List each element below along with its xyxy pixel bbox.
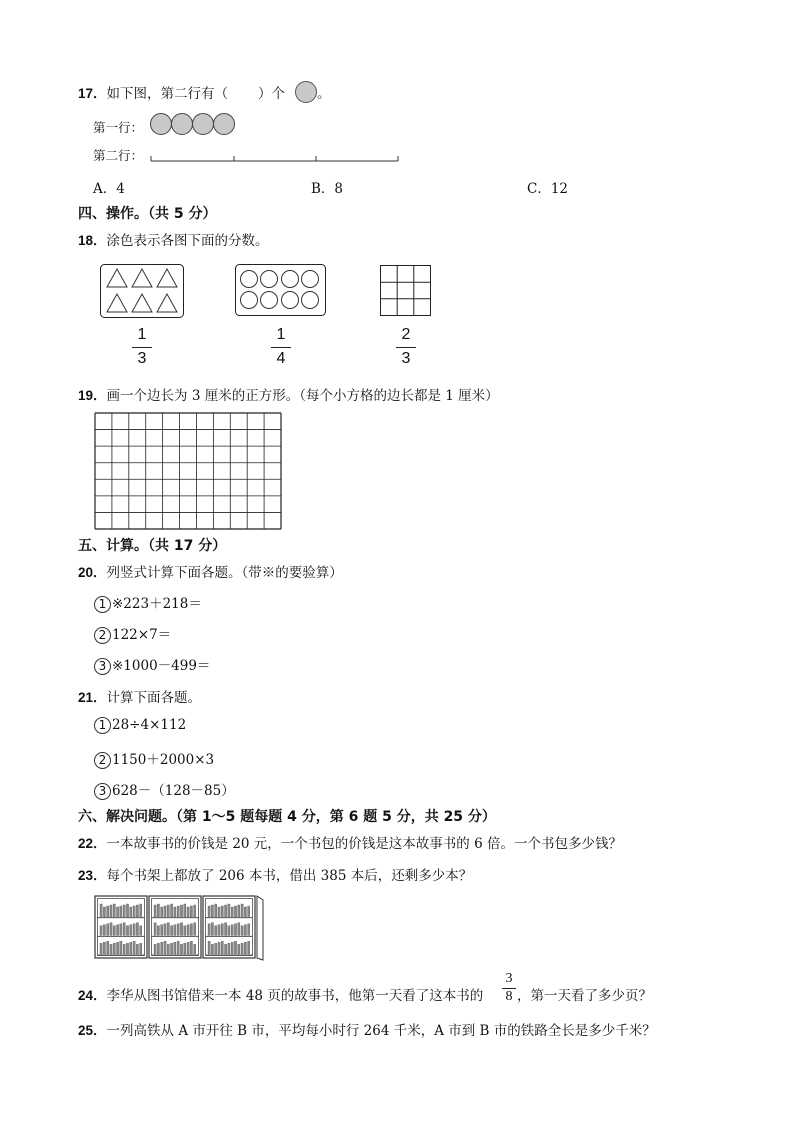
book-icon xyxy=(174,942,176,954)
circle-icon xyxy=(214,114,235,135)
expression: 122×7＝ xyxy=(112,627,172,643)
option-a[interactable]: A．4 xyxy=(93,181,125,197)
q20-line xyxy=(78,561,343,581)
book-icon xyxy=(241,926,243,936)
book-icon xyxy=(238,905,240,917)
book-icon xyxy=(133,924,135,936)
drawing-grid[interactable] xyxy=(94,412,282,530)
square-grid-figure[interactable] xyxy=(380,265,432,317)
book-icon xyxy=(174,925,176,936)
book-icon xyxy=(208,941,210,954)
book-icon xyxy=(231,925,233,936)
book-icon xyxy=(123,923,125,936)
question-number: 21． xyxy=(78,690,107,705)
book-icon xyxy=(194,905,196,917)
option-b[interactable]: B．8 xyxy=(311,181,344,197)
question-number: 25． xyxy=(78,1023,107,1038)
book-icon xyxy=(190,924,192,936)
book-icon xyxy=(100,904,102,917)
q25-text: 一列高铁从 A 市开往 B 市，平均每小时行 264 千米，A 市到 B 市的铁路全长是多少千米？ xyxy=(106,1023,656,1039)
book-icon xyxy=(136,923,138,936)
book-icon xyxy=(110,905,112,917)
book-icon xyxy=(161,907,163,917)
fraction-label xyxy=(132,326,152,368)
circle-icon xyxy=(241,292,258,309)
book-icon xyxy=(161,942,163,954)
book-icon xyxy=(123,944,125,954)
question-number: 17． xyxy=(78,86,107,101)
book-icon xyxy=(248,906,250,917)
item-number-badge: 2 xyxy=(94,627,111,644)
book-icon xyxy=(241,943,243,954)
fraction-denominator: 4 xyxy=(276,350,286,367)
book-icon xyxy=(177,941,179,954)
book-icon xyxy=(154,923,156,936)
circle-icon xyxy=(261,292,278,309)
book-icon xyxy=(171,926,173,936)
book-icon xyxy=(130,925,132,936)
triangle-icon xyxy=(132,269,152,287)
circle-icon xyxy=(261,271,278,288)
book-icon xyxy=(120,924,122,936)
circle-icon xyxy=(282,292,299,309)
expression: 628－（128－85） xyxy=(112,783,235,799)
q22-text: 一本故事书的价钱是 20 元，一个书包的价钱是这本故事书的 6 倍。一个书包多少钱？ xyxy=(106,836,622,852)
book-icon xyxy=(177,906,179,917)
book-icon xyxy=(187,942,189,954)
book-icon xyxy=(161,925,163,936)
row2-line xyxy=(148,148,400,164)
book-icon xyxy=(228,904,230,917)
book-icon xyxy=(103,925,105,936)
circle-icon xyxy=(151,114,172,135)
circle-icon xyxy=(241,271,258,288)
book-icon xyxy=(110,923,112,936)
fraction-numerator: 3 xyxy=(505,971,513,986)
q24-line xyxy=(78,984,483,1004)
book-icon xyxy=(157,904,159,917)
book-icon xyxy=(238,923,240,936)
triangle-icon xyxy=(107,294,127,312)
book-icon xyxy=(126,926,128,936)
book-icon xyxy=(194,923,196,936)
q17-text-c: 。 xyxy=(317,86,331,102)
section-heading: 六、解决问题。（第 1～5 题每题 4 分，第 6 题 5 分，共 25 分） xyxy=(78,809,496,825)
q23-line xyxy=(78,864,472,884)
q21-text: 计算下面各题。 xyxy=(106,690,202,706)
q21-line xyxy=(78,686,201,706)
book-icon xyxy=(184,943,186,954)
bookshelves-illustration xyxy=(93,893,265,961)
fraction-numerator: 1 xyxy=(276,326,286,343)
book-icon xyxy=(184,926,186,936)
section-heading: 四、操作。（共 5 分） xyxy=(78,206,217,222)
q20-item-1 xyxy=(94,592,202,613)
q19-line xyxy=(78,384,499,404)
item-number-badge: 3 xyxy=(94,658,111,675)
book-icon xyxy=(100,943,102,954)
book-icon xyxy=(180,944,182,954)
book-icon xyxy=(184,904,186,917)
book-icon xyxy=(164,941,166,954)
book-icon xyxy=(157,926,159,936)
item-number-badge: 3 xyxy=(94,783,111,800)
q18-text: 涂色表示各图下面的分数。 xyxy=(106,233,269,249)
book-icon xyxy=(215,926,217,936)
book-icon xyxy=(211,944,213,954)
book-icon xyxy=(248,941,250,954)
fraction-numerator: 1 xyxy=(137,326,147,343)
book-icon xyxy=(133,906,135,917)
book-icon xyxy=(211,923,213,936)
row1-circles xyxy=(148,112,400,136)
book-icon xyxy=(167,905,169,917)
book-icon xyxy=(107,924,109,936)
book-icon xyxy=(136,944,138,954)
q22-line xyxy=(78,832,622,852)
book-icon xyxy=(154,905,156,917)
q24-fraction xyxy=(502,972,516,1004)
book-icon xyxy=(211,905,213,917)
book-icon xyxy=(244,907,246,917)
fraction-label xyxy=(396,326,416,368)
q19-text: 画一个边长为 3 厘米的正方形。（每个小方格的边长都是 1 厘米） xyxy=(106,388,499,404)
book-icon xyxy=(164,924,166,936)
q17-line xyxy=(78,82,285,102)
shelf-side-panel xyxy=(257,896,263,960)
book-icon xyxy=(140,943,142,954)
question-number: 19． xyxy=(78,388,107,403)
book-icon xyxy=(225,944,227,954)
book-icon xyxy=(136,905,138,917)
circles-figure[interactable] xyxy=(235,264,326,316)
book-icon xyxy=(167,944,169,954)
book-icon xyxy=(231,942,233,954)
book-icon xyxy=(130,907,132,917)
triangle-icon xyxy=(132,294,152,312)
book-icon xyxy=(171,904,173,917)
book-icon xyxy=(221,906,223,917)
book-icon xyxy=(218,942,220,954)
book-icon xyxy=(208,906,210,917)
question-number: 22． xyxy=(78,836,107,851)
triangles-figure[interactable] xyxy=(100,264,184,318)
book-icon xyxy=(140,926,142,936)
book-icon xyxy=(123,905,125,917)
q20-item-2 xyxy=(94,623,171,644)
book-icon xyxy=(120,941,122,954)
book-icon xyxy=(113,926,115,936)
book-icon xyxy=(190,941,192,954)
book-icon xyxy=(113,943,115,954)
book-icon xyxy=(107,906,109,917)
book-icon xyxy=(117,942,119,954)
book-icon xyxy=(248,924,250,936)
book-icon xyxy=(120,906,122,917)
book-icon xyxy=(238,944,240,954)
book-icon xyxy=(107,941,109,954)
q20-text: 列竖式计算下面各题。（带※的要验算） xyxy=(106,565,343,581)
q18-line xyxy=(78,229,269,249)
q17-text-a: 如下图，第二行有（ xyxy=(106,86,229,102)
triangle-icon xyxy=(157,294,177,312)
expression: 1150＋2000×3 xyxy=(112,752,215,768)
book-icon xyxy=(234,924,236,936)
q21-item-1 xyxy=(94,717,186,734)
book-icon xyxy=(225,923,227,936)
question-number: 23． xyxy=(78,868,107,883)
book-icon xyxy=(190,906,192,917)
book-icon xyxy=(241,904,243,917)
circle-icon xyxy=(282,271,299,288)
section-heading: 五、计算。（共 17 分） xyxy=(78,538,227,554)
row1-label: 第一行： xyxy=(93,120,144,135)
fraction-denominator: 3 xyxy=(137,350,147,367)
fraction-numerator: 2 xyxy=(401,326,411,343)
circle-icon xyxy=(302,292,319,309)
fraction-denominator: 8 xyxy=(505,989,513,1004)
book-icon xyxy=(221,941,223,954)
expression: ※1000－499＝ xyxy=(112,658,211,674)
book-icon xyxy=(244,925,246,936)
circle-icon xyxy=(302,271,319,288)
book-icon xyxy=(234,941,236,954)
fraction-label xyxy=(271,326,291,368)
fraction-denominator: 3 xyxy=(401,350,411,367)
option-c[interactable]: C．12 xyxy=(527,181,569,197)
expression: 28÷4×112 xyxy=(112,717,187,733)
item-number-badge: 1 xyxy=(94,596,111,613)
book-icon xyxy=(194,944,196,954)
book-icon xyxy=(164,906,166,917)
item-number-badge: 2 xyxy=(94,752,111,769)
expression: ※223＋218＝ xyxy=(112,596,202,612)
book-icon xyxy=(225,905,227,917)
q25-line xyxy=(78,1019,656,1039)
book-icon xyxy=(177,924,179,936)
book-icon xyxy=(234,906,236,917)
book-icon xyxy=(154,944,156,954)
question-number: 24． xyxy=(78,988,107,1003)
book-icon xyxy=(133,941,135,954)
q20-item-3 xyxy=(94,654,210,675)
book-icon xyxy=(110,944,112,954)
book-icon xyxy=(126,904,128,917)
row2-label: 第二行： xyxy=(93,148,144,163)
q24-text-b: ，第一天看了多少页？ xyxy=(517,988,652,1004)
q24-text-a: 李华从图书馆借来一本 48 页的故事书，他第一天看了这本书的 xyxy=(106,988,484,1004)
gray-circle-icon xyxy=(295,81,317,103)
book-icon xyxy=(140,904,142,917)
book-icon xyxy=(126,943,128,954)
book-icon xyxy=(167,923,169,936)
item-number-badge: 1 xyxy=(94,717,111,734)
question-number: 18． xyxy=(78,233,107,248)
triangle-icon xyxy=(107,269,127,287)
book-icon xyxy=(187,925,189,936)
book-icon xyxy=(208,924,210,936)
book-icon xyxy=(180,905,182,917)
book-icon xyxy=(228,926,230,936)
book-icon xyxy=(218,907,220,917)
book-icon xyxy=(103,907,105,917)
book-icon xyxy=(130,942,132,954)
book-icon xyxy=(215,904,217,917)
book-icon xyxy=(171,943,173,954)
book-icon xyxy=(100,926,102,936)
book-icon xyxy=(231,907,233,917)
book-icon xyxy=(228,943,230,954)
book-icon xyxy=(218,925,220,936)
q17-text-b: ）个 xyxy=(258,86,286,102)
book-icon xyxy=(103,942,105,954)
question-number: 20． xyxy=(78,565,107,580)
triangle-icon xyxy=(157,269,177,287)
q23-text: 每个书架上都放了 206 本书，借出 385 本后，还剩多少本？ xyxy=(106,868,473,884)
book-icon xyxy=(180,923,182,936)
book-icon xyxy=(117,925,119,936)
book-icon xyxy=(174,907,176,917)
circle-icon xyxy=(193,114,214,135)
book-icon xyxy=(157,943,159,954)
book-icon xyxy=(244,942,246,954)
book-icon xyxy=(113,904,115,917)
book-icon xyxy=(187,907,189,917)
circle-icon xyxy=(172,114,193,135)
q21-item-3 xyxy=(94,779,235,800)
q21-item-2 xyxy=(94,748,214,769)
book-icon xyxy=(221,924,223,936)
book-icon xyxy=(117,907,119,917)
book-icon xyxy=(215,943,217,954)
